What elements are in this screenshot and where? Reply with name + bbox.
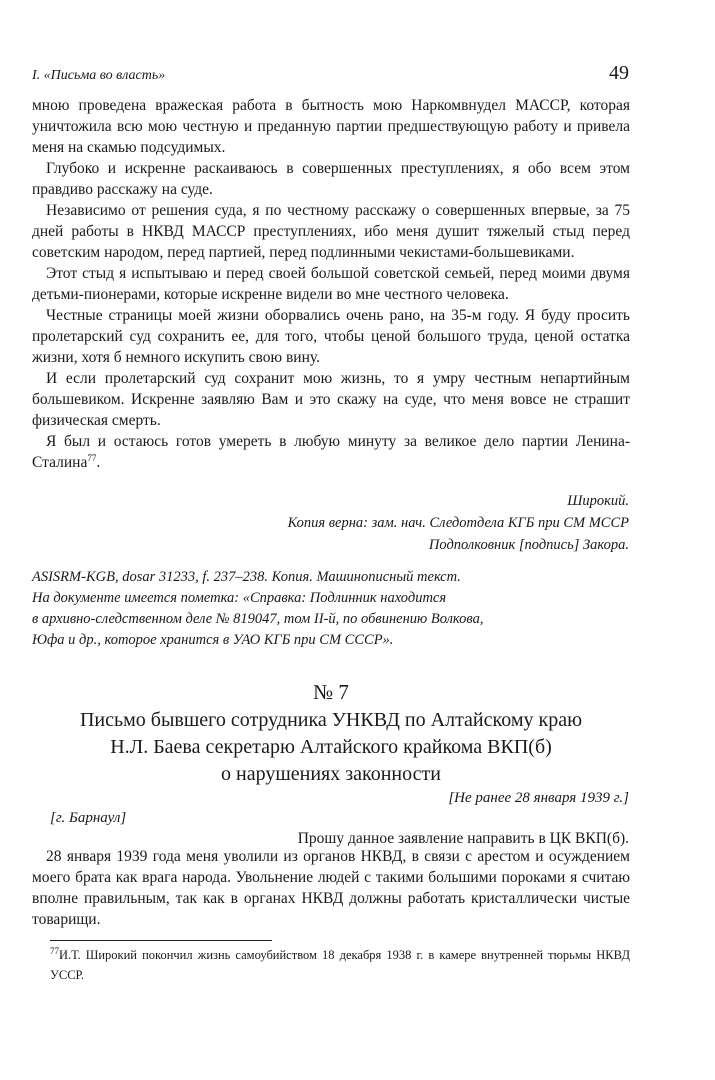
document-place: [г. Барнаул] bbox=[50, 810, 127, 826]
footnote-number: 77 bbox=[50, 945, 59, 956]
paragraph: Честные страницы моей жизни оборвались очень рано, на 35-м году. Я буду просить пролетарский суд сохранить ее, для того, чтобы ценой большого труда, ценой остатка жизни, хотя б немного искупить свою вину. bbox=[32, 307, 630, 366]
document-number: № 7 bbox=[313, 680, 349, 704]
title-line: Письмо бывшего сотрудника УНКВД по Алтайскому краю bbox=[79, 709, 583, 731]
paragraph: мною проведена вражеская работа в бытность мою Наркомвнудел МАССР, которая уничтожила всю мою честную и преданную партии предшествующую работу и привела меня на скамью подсудимых. bbox=[32, 97, 630, 156]
paragraph-text: Я был и остаюсь готов умереть в любую минуту за великое дело партии Ленина-Сталина bbox=[32, 433, 630, 471]
signature-name: Широкий. bbox=[567, 493, 629, 509]
forwarding-request: Прошу данное заявление направить в ЦК ВКП(б). bbox=[297, 830, 629, 847]
signature-block bbox=[129, 490, 629, 556]
paragraph-last: Я был и остаюсь готов умереть в любую минуту за великое дело партии Ленина-Сталина$^{77}$. bbox=[32, 433, 630, 471]
running-head: I. «Письма во власть» bbox=[32, 68, 166, 83]
archive-note bbox=[32, 567, 592, 651]
footnote bbox=[50, 945, 630, 985]
archive-line: Юфа и др., которое хранится в УАО КГБ при СМ СССР». bbox=[32, 632, 394, 648]
archive-line: ASISRM-KGB, dosar 31233, f. 237–238. Копия. Машинописный текст. bbox=[32, 569, 461, 585]
footnote-divider bbox=[50, 940, 272, 941]
document-date: [Не ранее 28 января 1939 г.] bbox=[448, 790, 629, 806]
paragraph: 28 января 1939 года меня уволили из органов НКВД, в связи с арестом и осуждением моего брата как врага народа. Увольнение людей с такими большими пороками я считаю вполне правильным, так как в органах НКВД должны работать кристаллически чистые товарищи. bbox=[32, 848, 630, 928]
title-line: Н.Л. Баева секретарю Алтайского крайкома ВКП(б) bbox=[110, 736, 552, 758]
document-title bbox=[20, 707, 642, 788]
archive-line: На документе имеется пометка: «Справка: Подлинник находится bbox=[32, 590, 447, 606]
title-line: о нарушениях законности bbox=[221, 763, 441, 785]
copy-verification: Копия верна: зам. нач. Следотдела КГБ при СМ МССР bbox=[287, 515, 629, 531]
archive-line: в архивно-следственном деле № 819047, том II-й, по обвинению Волкова, bbox=[32, 611, 484, 627]
footnote-ref[interactable]: 77 bbox=[87, 452, 97, 463]
footnote-text: И.Т. Широкий покончил жизнь самоубийством 18 декабря 1938 г. в камере внутренней тюрьмы НКВД УССР. bbox=[50, 948, 630, 982]
paragraph: Глубоко и искренне раскаиваюсь в совершенных преступлениях, я обо всем этом правдиво расскажу на суде. bbox=[32, 160, 630, 198]
paragraph: И если пролетарский суд сохранит мою жизнь, то я умру честным непартийным большевиком. Искренне заявляю Вам и это скажу на суде, что меня вовсе не страшит физическая смерть. bbox=[32, 370, 630, 429]
letter-7-body bbox=[32, 846, 630, 930]
letter-body bbox=[32, 95, 630, 473]
paragraph: Независимо от решения суда, я по честному расскажу о совершенных впервые, за 75 дней работы в НКВД МАССР преступлениях, ибо меня душит тяжелый стыд перед советским народом, перед партией, перед подлинными чекистами-большевиками. bbox=[32, 202, 630, 261]
officer-signature: Подполковник [подпись] Закора. bbox=[428, 537, 629, 553]
paragraph: Этот стыд я испытываю и перед своей большой советской семьей, перед моими двумя детьми-пионерами, которые искренне видели во мне честного человека. bbox=[32, 265, 630, 303]
page-number: 49 bbox=[609, 62, 629, 84]
